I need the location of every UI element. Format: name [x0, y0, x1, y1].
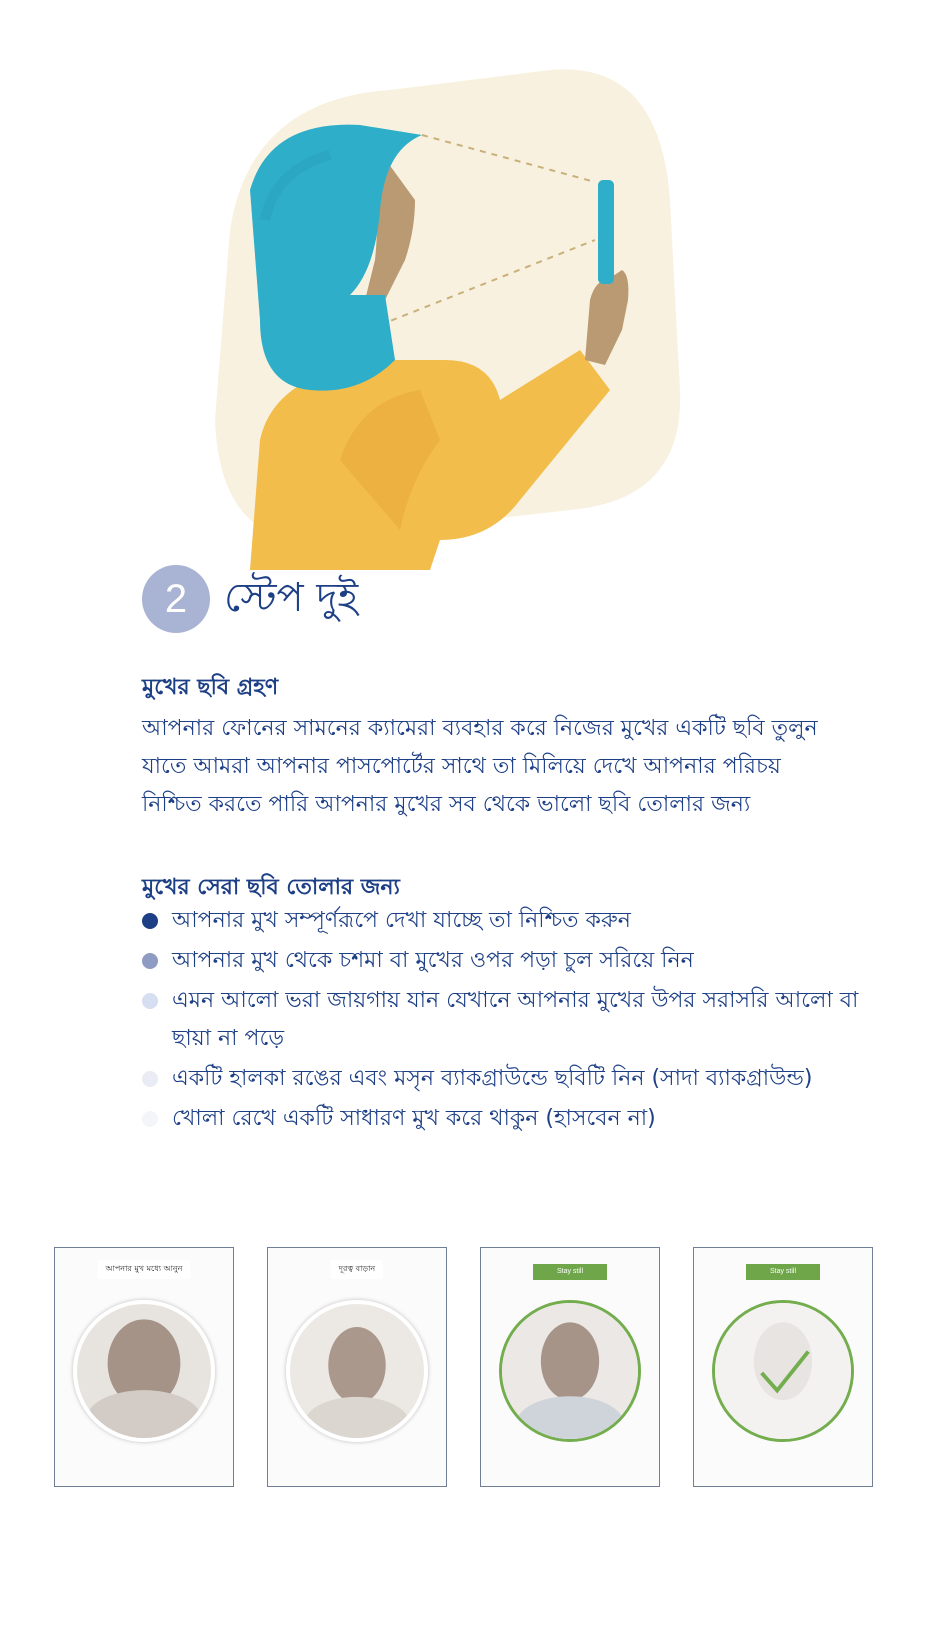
screen-instruction-label: আপনার মুখ মধ্যে আনুন: [98, 1260, 191, 1279]
capture-paragraph: আপনার ফোনের সামনের ক্যামেরা ব্যবহার করে নিজের মুখের একটি ছবি তুলুন যাতে আমরা আপনার পাসপোর্টের সাথে তা মিলিয়ে দেখে আপনার পরিচয় নিশ্চিত করতে পারি আপনার মুখের সব থেকে ভালো ছবি তোলার জন্য: [142, 716, 818, 817]
blurred-face-frame: [499, 1300, 641, 1442]
example-screen-position-face: [54, 1247, 234, 1487]
tip-item: [142, 982, 882, 1058]
tip-item: [142, 902, 882, 940]
screen-instruction-label: দূরত্ব বাড়ান: [331, 1260, 383, 1279]
tip-text: খোলা রেখে একটি সাধারণ মুখ করে থাকুন (হাসবেন না): [172, 1106, 656, 1131]
tip-item: [142, 942, 882, 980]
example-screen-stay-still: [480, 1247, 660, 1487]
tip-text: একটি হালকা রঙের এবং মসৃন ব্যাকগ্রাউন্ডে ছবিটি নিন (সাদা ব্যাকগ্রাউন্ড): [172, 1066, 813, 1091]
tips-list: [142, 902, 882, 1140]
bullet-dot: [142, 913, 158, 929]
example-screen-move-back: [267, 1247, 447, 1487]
tip-item: [142, 1100, 882, 1138]
blurred-face-frame: [73, 1300, 215, 1442]
bullet-dot: [142, 1071, 158, 1087]
tip-text: এমন আলো ভরা জায়গায় যান যেখানে আপনার মুখের উপর সরাসরি আলো বা ছায়া না পড়ে: [172, 988, 859, 1051]
tips-heading: মুখের সেরা ছবি তোলার জন্য: [142, 875, 400, 900]
example-screens: [54, 1247, 876, 1487]
stay-still-badge: Stay still: [746, 1264, 820, 1280]
tip-text: আপনার মুখ থেকে চশমা বা মুখের ওপর পড়া চুল সরিয়ে নিন: [172, 948, 694, 973]
step-title: স্টেপ দুই: [224, 574, 359, 621]
stay-still-badge: Stay still: [533, 1264, 607, 1280]
tip-item: [142, 1060, 882, 1098]
success-frame: [712, 1300, 854, 1442]
capture-heading: মুখের ছবি গ্রহণ: [142, 675, 279, 700]
step-number-badge: 2: [142, 565, 210, 633]
example-screen-success: [693, 1247, 873, 1487]
bullet-dot: [142, 1111, 158, 1127]
bullet-dot: [142, 993, 158, 1009]
selfie-illustration: [190, 60, 750, 570]
tip-text: আপনার মুখ সম্পূর্ণরূপে দেখা যাচ্ছে তা নিশ্চিত করুন: [172, 908, 631, 933]
blurred-face-frame: [286, 1300, 428, 1442]
step-header: [142, 565, 358, 633]
bullet-dot: [142, 953, 158, 969]
